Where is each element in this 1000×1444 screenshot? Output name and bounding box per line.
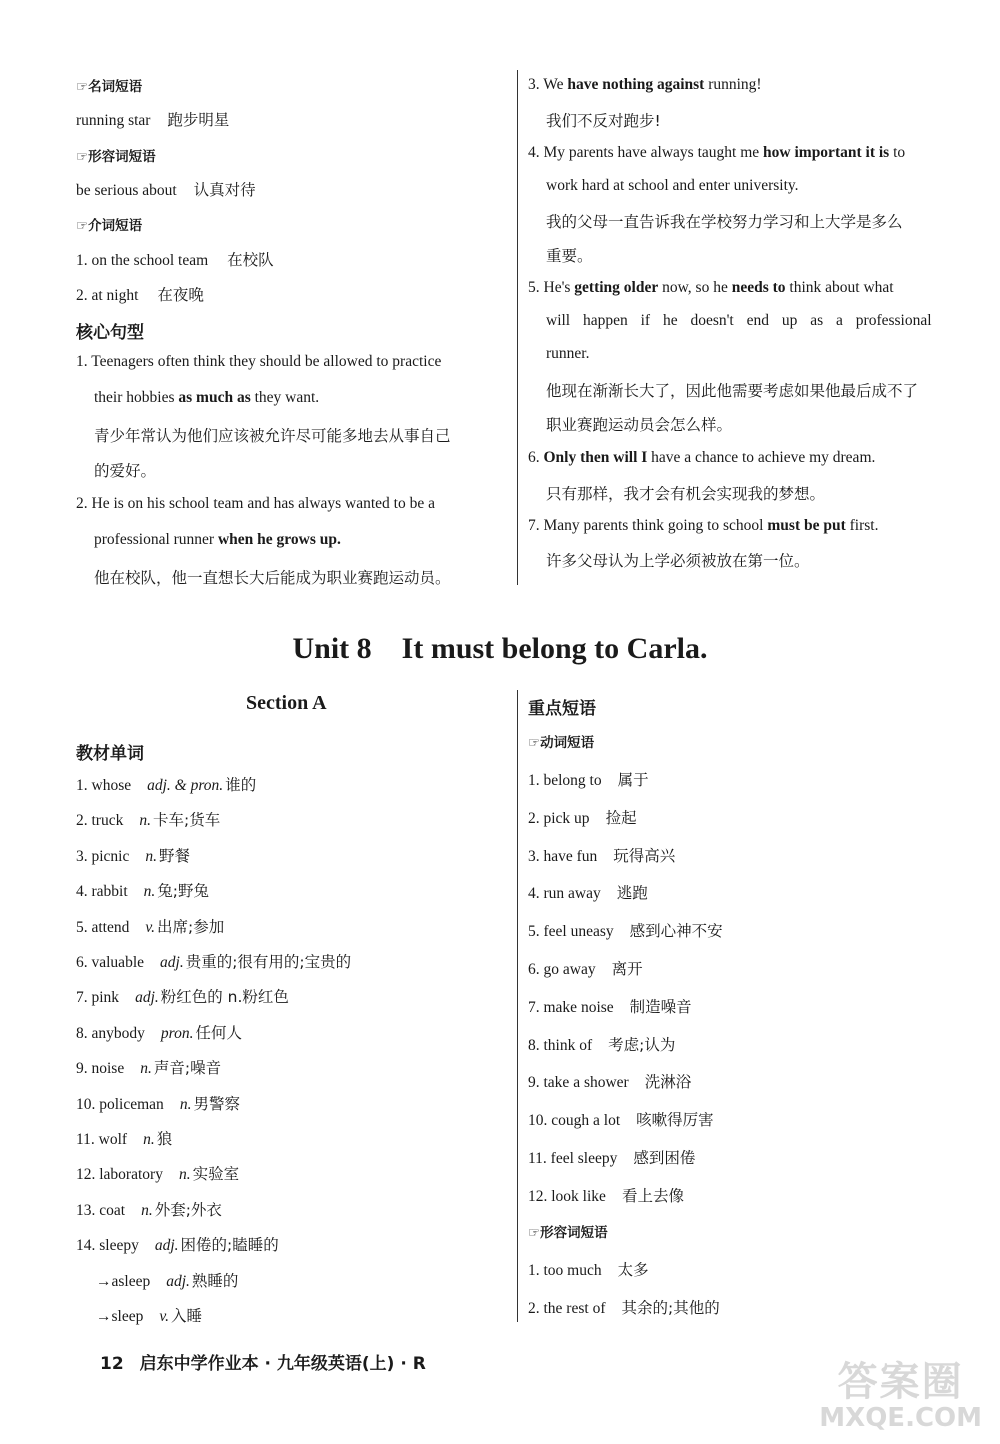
phrase-item: [528, 919, 723, 941]
sentence-line: their hobbies as much as they want.: [94, 389, 320, 406]
vocab-item: [76, 915, 224, 937]
sentence-line: work hard at school and enter university.: [546, 177, 799, 194]
vocab-pos: n.: [141, 1201, 153, 1219]
vocab-word: 1. whose: [76, 777, 132, 794]
vocab-item: [76, 1056, 221, 1078]
phrase-cn: 考虑;认为: [608, 1035, 676, 1054]
vocab-pos: n.: [143, 883, 156, 901]
sentence-translation: 职业赛跑运动员会怎么样。: [546, 416, 733, 434]
vocab-item: [76, 1127, 172, 1149]
vocab-item: [76, 985, 289, 1007]
phrase-item: [528, 1184, 684, 1206]
section-title: Section A: [246, 692, 327, 714]
vocab-word: 2. truck: [76, 812, 124, 830]
vocab-word: 3. picnic: [76, 847, 130, 865]
verb-phrase-label: ☞动词短语: [528, 735, 595, 751]
vocab-pos: n.: [140, 1060, 152, 1078]
phrase-cn: 玩得高兴: [613, 846, 676, 865]
vocab-word: 12. laboratory: [76, 1166, 163, 1184]
phrase-item: [528, 1146, 695, 1168]
vocab-pos: n.: [139, 812, 151, 830]
vocab-word: →asleep: [96, 1272, 151, 1290]
vocab-pos: adj.: [166, 1272, 190, 1290]
phrase-en: 5. feel uneasy: [528, 923, 614, 941]
phrase-en: 11. feel sleepy: [528, 1150, 618, 1167]
phrase-cn: 离开: [611, 960, 643, 978]
vocab-meaning: 粉红色的 n.粉红色: [160, 988, 289, 1007]
phrase-item: [528, 806, 637, 828]
phrase-cn: 其余的;其他的: [621, 1299, 720, 1317]
divider-top: [517, 70, 518, 585]
vocab-word: 11. wolf: [76, 1131, 128, 1148]
divider-bottom: [517, 690, 518, 1322]
vocab-pos: n.: [178, 1166, 191, 1184]
vocab-pos: adj.: [160, 954, 184, 971]
page-footer: [100, 1349, 426, 1374]
vocab-word: 7. pink: [76, 989, 120, 1007]
phrase-item: [528, 1296, 720, 1318]
sentence-translation: 青少年常认为他们应该被允许尽可能多地去从事自己: [94, 427, 451, 445]
phrase-item: [528, 768, 649, 790]
noun-phrase-label: ☞名词短语: [76, 79, 143, 95]
phrase-cn: 感到心神不安: [629, 922, 723, 941]
sentence-translation: 他在校队，他一直想长大后能成为职业赛跑运动员。: [94, 569, 451, 587]
vocab-item: [76, 773, 256, 795]
phrase-en: 8. think of: [528, 1036, 593, 1054]
phrase-item: [528, 1108, 714, 1130]
vocab-item: [76, 808, 220, 830]
vocab-item: [76, 879, 209, 901]
vocab-item: [76, 844, 190, 866]
vocab-item: [76, 1233, 279, 1255]
sentence-line: 4. My parents have always taught me how important it is to: [528, 144, 906, 161]
vocab-pos: v.: [159, 1308, 169, 1325]
phrase-item: [528, 957, 643, 979]
book-title: 启东中学作业本 · 九年级英语(上) · R: [139, 1354, 426, 1374]
vocab-meaning: 外套;外衣: [154, 1200, 222, 1219]
vocab-pos: n.: [145, 847, 157, 865]
vocab-item: [96, 1269, 238, 1291]
sentence-line: runner.: [546, 345, 590, 362]
sentence-line: 6. Only then will I have a chance to achieve my dream.: [528, 449, 876, 466]
vocab-pos: adj. & pron.: [147, 777, 224, 794]
phrase-cn: 感到困倦: [633, 1149, 696, 1167]
sentence-line: 1. Teenagers often think they should be allowed to practice: [76, 353, 442, 370]
phrase-item: [528, 1033, 675, 1055]
phrase-cn: 咳嗽得厉害: [636, 1111, 714, 1130]
phrase-item: [528, 995, 692, 1017]
vocab-meaning: 狼: [156, 1130, 173, 1148]
phrase-cn: 逃跑: [616, 884, 648, 903]
vocab-meaning: 兔;野兔: [157, 882, 210, 901]
vocab-heading: 教材单词: [76, 744, 144, 764]
vocab-item: [76, 1162, 239, 1184]
vocab-word: 5. attend: [76, 918, 130, 936]
phrase-cn: 看上去像: [621, 1186, 684, 1205]
phrase-en: 10. cough a lot: [528, 1112, 621, 1130]
phrase-en: 2. pick up: [528, 809, 590, 827]
vocab-word: 8. anybody: [76, 1024, 145, 1042]
vocab-pos: v.: [145, 918, 155, 936]
vocab-word: 6. valuable: [76, 954, 145, 971]
sentence-translation: 我的父母一直告诉我在学校努力学习和上大学是多么: [546, 213, 903, 231]
vocab-item: [96, 1304, 202, 1326]
vocab-meaning: 困倦的;瞌睡的: [180, 1236, 279, 1255]
core-sentences-heading: 核心句型: [76, 323, 144, 343]
phrase-en: 2. the rest of: [528, 1300, 606, 1317]
phrase-cn: 属于: [617, 771, 649, 789]
sentence-translation: 他现在渐渐长大了，因此他需要考虑如果他最后成不了: [546, 382, 919, 400]
phrase-cn: 太多: [617, 1261, 649, 1279]
phrase-cn: 洗淋浴: [644, 1073, 692, 1092]
phrase-en: 7. make noise: [528, 998, 614, 1016]
phrase-en: 3. have fun: [528, 847, 598, 865]
sentence-translation: 我们不反对跑步!: [546, 112, 661, 130]
phrase-en: 12. look like: [528, 1187, 606, 1205]
vocab-meaning: 任何人: [195, 1023, 242, 1042]
vocab-meaning: 实验室: [192, 1165, 240, 1184]
phrase-cn: 捡起: [605, 808, 637, 827]
vocab-meaning: 谁的: [225, 776, 257, 794]
vocab-pos: n.: [179, 1095, 192, 1113]
vocab-item: [76, 1198, 222, 1220]
vocab-pos: adj.: [135, 989, 159, 1007]
phrase-en: 4. run away: [528, 885, 601, 903]
vocab-meaning: 出席;参加: [156, 917, 225, 936]
unit-title: Unit 8 It must belong to Carla.: [292, 632, 708, 665]
vocab-item: [76, 1092, 240, 1114]
vocab-word: →sleep: [96, 1308, 144, 1325]
sentence-translation: 只有那样，我才会有机会实现我的梦想。: [546, 485, 826, 503]
phrase-en: 1. too much: [528, 1262, 602, 1279]
phrase-item: [528, 881, 648, 903]
vocab-meaning: 入睡: [170, 1307, 202, 1325]
vocab-word: 10. policeman: [76, 1095, 164, 1113]
noun-phrase-item: running star 跑步明星: [76, 111, 230, 129]
prep-phrase-label: ☞介词短语: [76, 218, 143, 234]
vocab-meaning: 卡车;货车: [152, 811, 221, 830]
page-number: 12: [100, 1354, 124, 1374]
phrase-item: [528, 844, 675, 866]
vocab-word: 4. rabbit: [76, 883, 128, 901]
sentence-line: 5. He's getting older now, so he needs to think about what: [528, 279, 894, 296]
vocab-meaning: 熟睡的: [191, 1271, 239, 1290]
vocab-meaning: 野餐: [159, 846, 191, 865]
adj-phrase-label: ☞形容词短语: [528, 1225, 608, 1241]
phrase-en: 9. take a shower: [528, 1074, 629, 1092]
sentence-translation: 重要。: [546, 247, 593, 265]
vocab-pos: adj.: [154, 1237, 179, 1255]
vocab-meaning: 男警察: [193, 1094, 240, 1113]
vocab-pos: pron.: [160, 1024, 194, 1042]
phrase-item: [528, 1070, 691, 1092]
prep-phrase-item: 1. on the school team 在校队: [76, 251, 274, 269]
vocab-word: 14. sleepy: [76, 1237, 139, 1255]
vocab-pos: n.: [143, 1131, 155, 1148]
watermark: 答案圈 MXQE.COM: [819, 1359, 982, 1433]
sentence-translation: 许多父母认为上学必须被放在第一位。: [546, 552, 810, 570]
sentence-line: 2. He is on his school team and has always wanted to be a: [76, 495, 435, 512]
prep-phrase-item: 2. at night 在夜晚: [76, 286, 204, 304]
adj-phrase-item: be serious about 认真对待: [76, 181, 256, 199]
phrase-en: 6. go away: [528, 961, 596, 978]
sentence-translation: 的爱好。: [94, 462, 157, 480]
adj-phrase-label: ☞形容词短语: [76, 149, 156, 165]
sentence-line: 3. We have nothing against running!: [528, 76, 762, 93]
sentence-line: 7. Many parents think going to school must be put first.: [528, 517, 879, 534]
vocab-item: [76, 1021, 242, 1043]
vocab-item: [76, 950, 351, 972]
phrase-en: 1. belong to: [528, 772, 602, 789]
phrase-cn: 制造噪音: [629, 997, 692, 1016]
vocab-word: 13. coat: [76, 1201, 126, 1219]
vocab-meaning: 贵重的;很有用的;宝贵的: [185, 953, 352, 971]
vocab-word: 9. noise: [76, 1060, 125, 1078]
phrases-heading: 重点短语: [528, 699, 596, 719]
sentence-line: professional runner when he grows up.: [94, 531, 341, 548]
sentence-line: will happen if he doesn't end up as a professional: [546, 312, 932, 329]
phrase-item: [528, 1258, 649, 1280]
vocab-meaning: 声音;噪音: [153, 1059, 222, 1078]
